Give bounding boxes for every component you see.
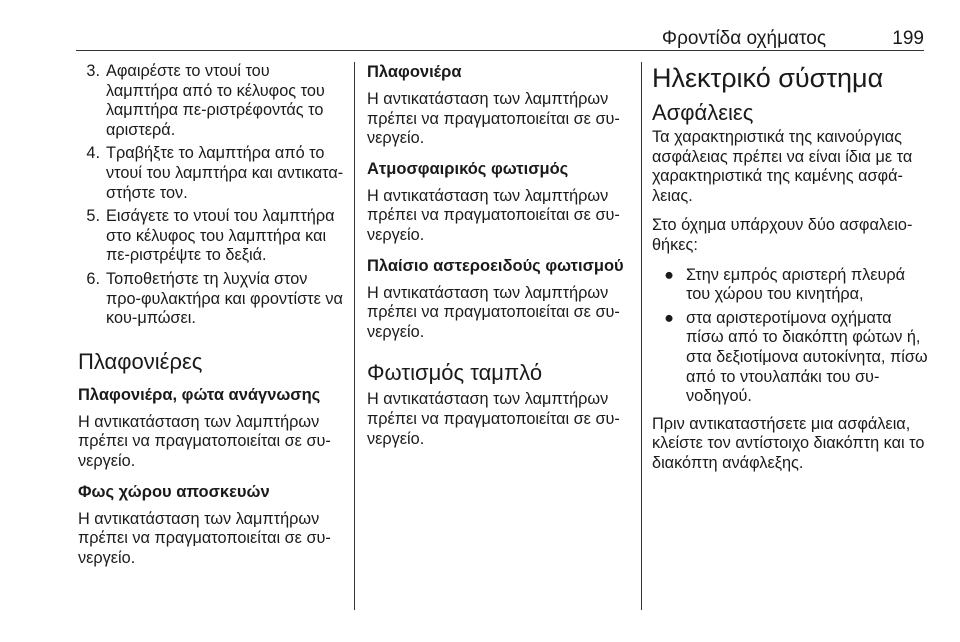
step-item [78, 62, 346, 140]
column-left [78, 62, 346, 578]
section-heading: Πλαφονιέρες [78, 348, 203, 374]
page-header [76, 0, 924, 50]
header-rule [76, 50, 924, 51]
step-number: 3. [86, 62, 100, 80]
bullet-item [652, 266, 928, 305]
step-item [78, 270, 346, 329]
bullet-text: Στην εμπρός αριστερή πλευρά του χώρου του κινητήρα, [686, 265, 906, 304]
step-text: Εισάγετε το ντουί του λαμπτήρα στο κέλυφος του λαμπτήρα και πε-ριστρέψτε το δεξιά. [106, 207, 335, 265]
subsection-heading: Πλαίσιο αστεροειδούς φωτισμού [367, 256, 624, 275]
body-text: Η αντικατάσταση των λαμπτήρων πρέπει να πραγματοποιείται σε συ-νεργείο. [367, 90, 620, 148]
column-middle [367, 62, 635, 459]
body-text: Πριν αντικαταστήσετε μια ασφάλεια, κλείστε τον αντίστοιχο διακόπτη και το διακόπτη ανάφλεξης. [652, 414, 925, 472]
bullet-dot-icon: ● [664, 265, 674, 284]
section-heading: Φωτισμός ταμπλό [367, 360, 543, 386]
section-heading: Ασφάλειες [652, 100, 754, 125]
running-header-title: Φροντίδα οχήματος [661, 28, 826, 49]
body-text: Στο όχημα υπάρχουν δύο ασφαλειο-θήκες: [652, 216, 913, 254]
step-number: 6. [86, 269, 100, 288]
subsection-heading: Ατμοσφαιρικός φωτισμός [367, 159, 569, 178]
body-text: Η αντικατάσταση των λαμπτήρων πρέπει να πραγματοποιείται σε συ-νεργείο. [367, 186, 620, 244]
step-text: Αφαιρέστε το ντουί του λαμπτήρα από το κέλυφος του λαμπτήρα πε-ριστρέφοντάς το αριστερά. [106, 62, 325, 139]
column-divider-2 [641, 62, 642, 610]
bullet-text: στα αριστεροτίμονα οχήματα πίσω από το διακόπτη φώτων ή, στα δεξιοτίμονα αυτοκίνητα, πίσω από το ντουλαπάκι του συ-νοδηγού. [686, 308, 928, 406]
step-text: Τραβήξτε το λαμπτήρα από το ντουί του λαμπτήρα και αντικατα-στήστε τον. [106, 144, 344, 202]
page-number: 199 [892, 28, 924, 49]
body-text: Η αντικατάσταση των λαμπτήρων πρέπει να πραγματοποιείται σε συ-νεργείο. [78, 509, 331, 567]
step-item [78, 207, 346, 266]
chapter-heading: Ηλεκτρικό σύστημα [652, 63, 884, 93]
body-text: Η αντικατάσταση των λαμπτήρων πρέπει να πραγματοποιείται σε συ-νεργείο. [78, 412, 331, 470]
column-divider-1 [354, 62, 355, 610]
step-item [78, 144, 346, 203]
body-text: Η αντικατάσταση των λαμπτήρων πρέπει να πραγματοποιείται σε συ-νεργείο. [367, 390, 620, 448]
step-number: 4. [86, 144, 100, 163]
step-number: 5. [86, 207, 100, 226]
step-text: Τοποθετήστε τη λυχνία στον προ-φυλακτήρα και φροντίστε να κου-μπώσει. [106, 269, 343, 328]
body-text: Τα χαρακτηριστικά της καινούργιας ασφάλειας πρέπει να είναι ίδια με τα χαρακτηριστικά της καμένης ασφά-λειας. [652, 128, 913, 205]
column-right [652, 62, 928, 484]
subsection-heading: Φως χώρου αποσκευών [78, 482, 270, 501]
subsection-heading: Πλαφονιέρα [367, 63, 462, 81]
body-text: Η αντικατάσταση των λαμπτήρων πρέπει να πραγματοποιείται σε συ-νεργείο. [367, 283, 620, 341]
bullet-item [652, 309, 928, 407]
subsection-heading: Πλαφονιέρα, φώτα ανάγνωσης [78, 385, 321, 404]
bullet-dot-icon: ● [664, 308, 674, 327]
